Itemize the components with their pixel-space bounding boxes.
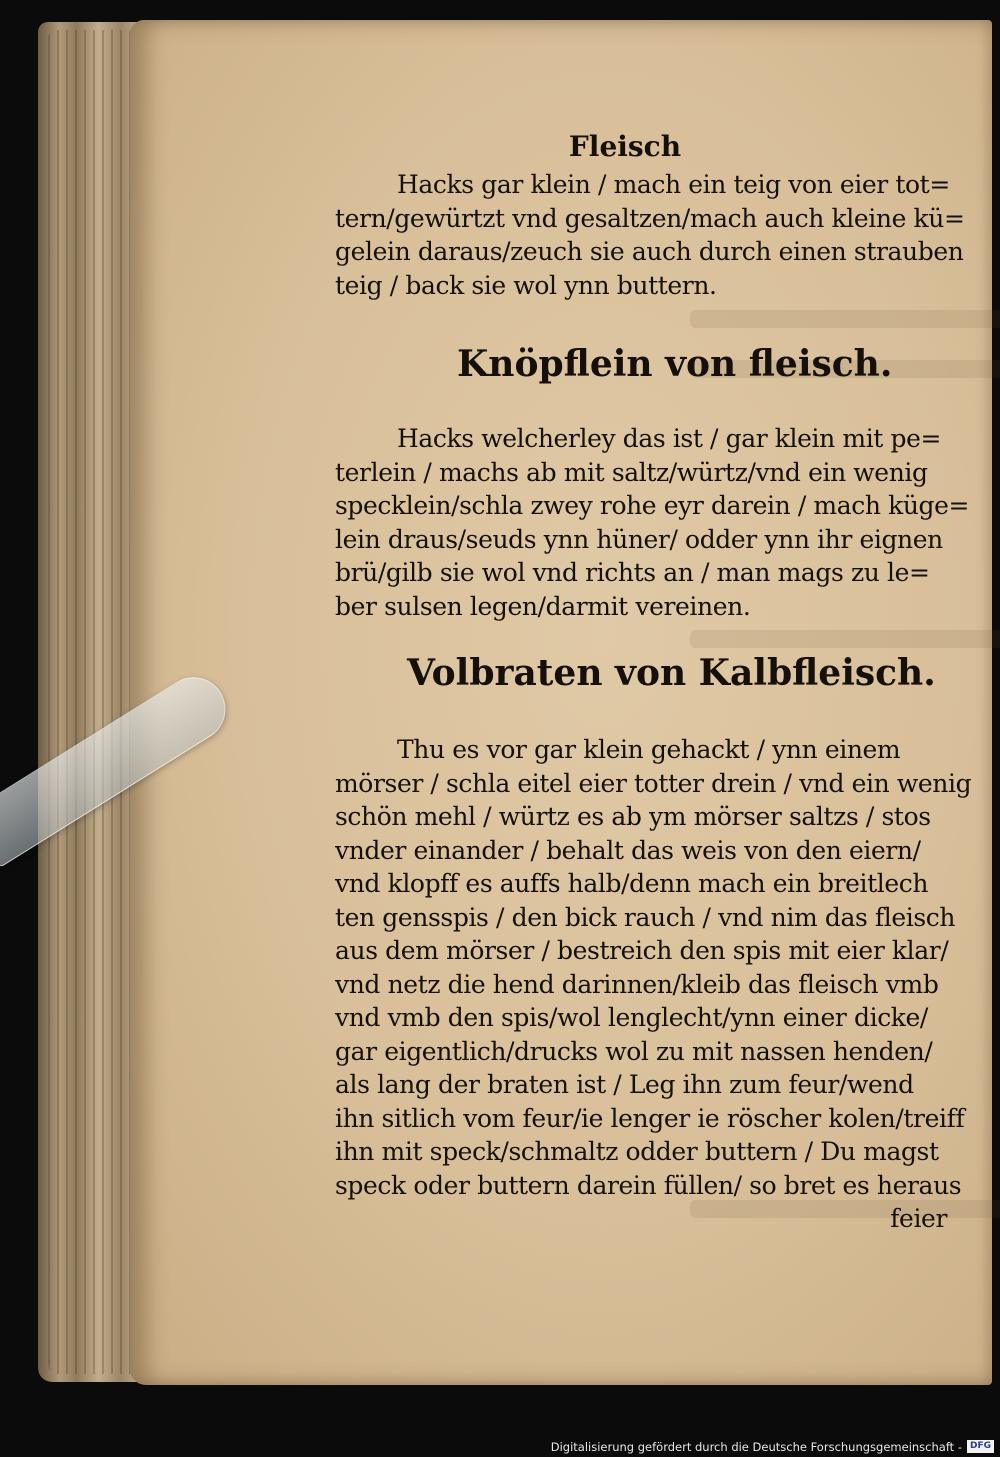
section-heading-volbraten: Volbraten von Kalbfleisch. xyxy=(407,652,936,694)
section-heading-knoepflein: Knöpflein von fleisch. xyxy=(457,343,893,385)
text-line: gar eigentlich/drucks wol zu mit nassen henden/ xyxy=(335,1036,933,1066)
text-line: specklein/schla zwey rohe eyr darein / mach küge= xyxy=(335,491,970,520)
text-line: brü/gilb sie wol vnd richts an / man mags zu le= xyxy=(335,558,930,587)
running-head: Fleisch xyxy=(568,130,682,163)
text-block xyxy=(335,130,972,1236)
text-line: vnd vmb den spis/wol lenglecht/ynn einer dicke/ xyxy=(335,1003,928,1032)
text-line: Hacks gar klein / mach ein teig von eier tot= xyxy=(397,170,950,199)
footer-bar xyxy=(0,1437,1000,1457)
paragraph-3 xyxy=(335,733,972,1202)
text-line: vnd klopff es auffs halb/denn mach ein breitlech xyxy=(335,869,929,898)
text-line: schön mehl / würtz es ab ym mörser saltzs / stos xyxy=(335,802,931,831)
text-line: tern/gewürtzt vnd gesaltzen/mach auch kleine kü= xyxy=(335,203,965,233)
text-line: teig / back sie wol ynn buttern. xyxy=(335,270,717,300)
dfg-logo: DFG xyxy=(967,1440,994,1453)
text-line: gelein daraus/zeuch sie auch durch einen strauben xyxy=(335,237,964,266)
text-line: ihn mit speck/schmaltz odder buttern / Du magst xyxy=(335,1137,939,1166)
text-line: aus dem mörser / bestreich den spis mit eier klar/ xyxy=(335,936,949,965)
paragraph-1 xyxy=(335,168,965,302)
catchword: feier xyxy=(890,1204,947,1233)
text-line: Thu es vor gar klein gehackt / ynn einem xyxy=(397,735,901,764)
text-line: ihn sitlich vom feur/ie lenger ie röscher kolen/treiff xyxy=(335,1103,965,1133)
text-line: vnder einander / behalt das weis von den eiern/ xyxy=(335,835,921,865)
text-line: ten gensspis / den bick rauch / vnd nim das fleisch xyxy=(335,902,956,932)
text-line: lein draus/seuds ynn hüner/ odder ynn ihr eignen xyxy=(335,524,943,554)
footer-credit: Digitalisierung gefördert durch die Deutsche Forschungsgemeinschaft - xyxy=(550,1440,962,1454)
text-line: speck oder buttern darein füllen/ so bret es heraus xyxy=(335,1170,962,1200)
text-line: mörser / schla eitel eier totter drein / vnd ein wenig xyxy=(335,768,972,798)
paragraph-2 xyxy=(335,422,970,623)
text-line: vnd netz die hend darinnen/kleib das fleisch vmb xyxy=(335,969,939,999)
text-line: terlein / machs ab mit saltz/würtz/vnd ein wenig xyxy=(335,457,928,487)
text-line: ber sulsen legen/darmit vereinen. xyxy=(335,591,751,621)
text-line: als lang der braten ist / Leg ihn zum feur/wend xyxy=(335,1070,914,1099)
text-line: Hacks welcherley das ist / gar klein mit pe= xyxy=(397,424,942,453)
